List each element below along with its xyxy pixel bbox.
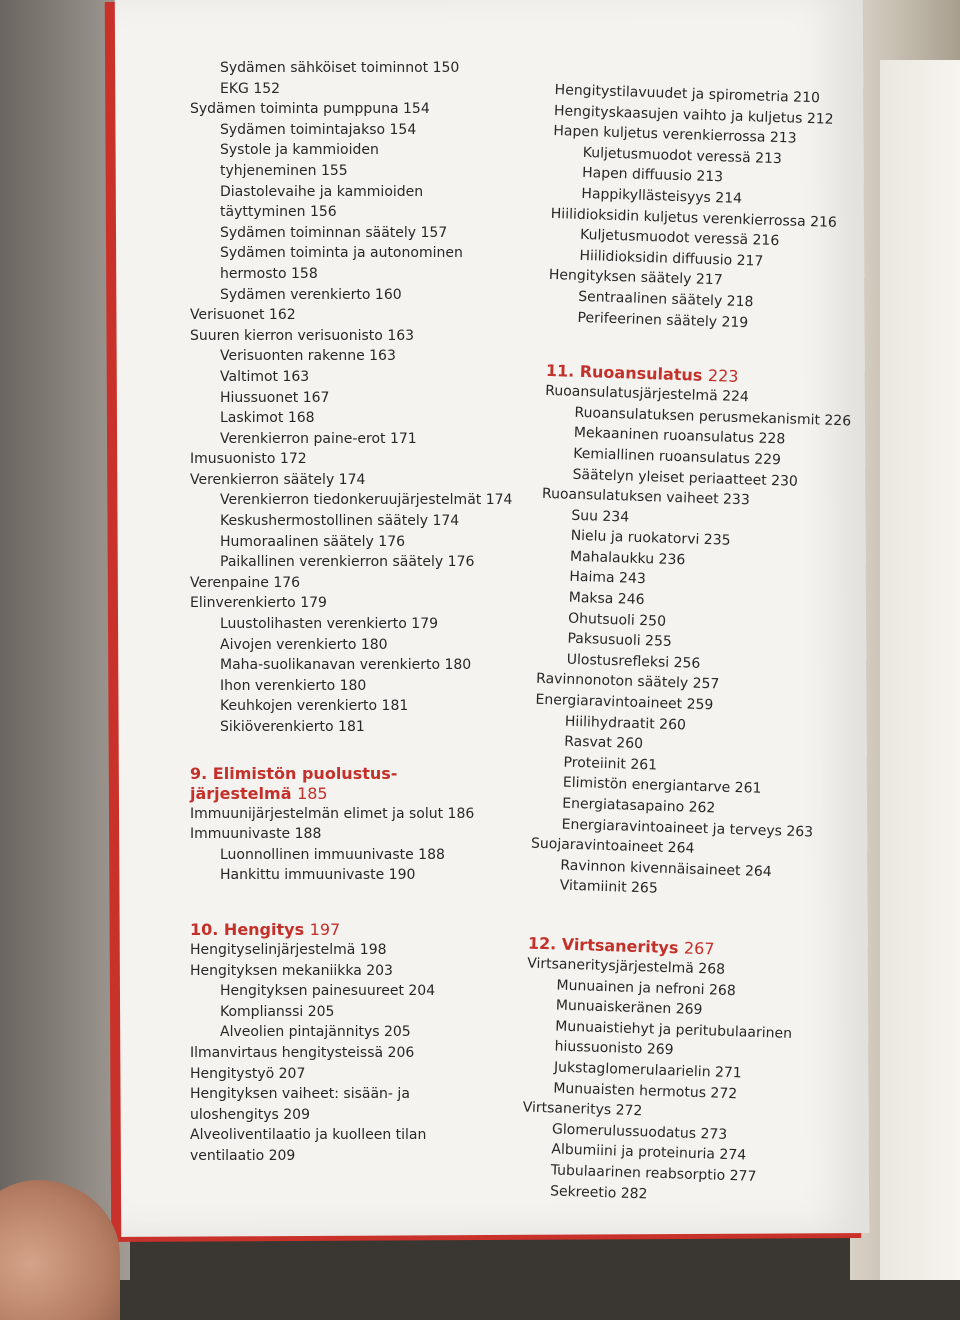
toc-entry: Immuunivaste 188: [190, 826, 322, 843]
toc-entry: Diastolevaihe ja kammioiden: [220, 183, 424, 200]
toc-entry: Hengityselinjärjestelmä 198: [190, 941, 387, 958]
chapter-title: Ruoansulatus: [579, 362, 703, 385]
toc-entry: Paikallinen verenkierron säätely 176: [220, 554, 475, 571]
toc-entry: Kuljetusmuodot veressä 216: [579, 227, 780, 250]
chapter-number: 9.: [190, 763, 208, 783]
toc-entry: täyttyminen 156: [220, 204, 337, 221]
toc-entry: Hiussuonet 167: [220, 389, 330, 406]
toc-entry: Suu 234: [571, 507, 630, 526]
chapter-10-heading: [190, 920, 530, 940]
toc-entry: Energiaravintoaineet 259: [535, 691, 714, 714]
toc-entry: Verenkierron säätely 174: [190, 471, 366, 488]
toc-entry: Verisuonet 162: [190, 307, 296, 324]
toc-entry: Haima 243: [569, 569, 646, 588]
toc-entry: Ohutsuoli 250: [567, 610, 667, 630]
toc-entry: Munuaisten hermotus 272: [553, 1079, 738, 1102]
toc-entry: Maksa 246: [568, 589, 645, 609]
chapter-9-heading: [190, 764, 530, 804]
toc-entry: Nielu ja ruokatorvi 235: [570, 528, 731, 550]
chapter-9-entries: [190, 804, 530, 886]
toc-entry: Keuhkojen verenkierto 181: [220, 698, 409, 715]
toc-entry: Energiaravintoaineet ja terveys 263: [561, 816, 814, 841]
toc-entry: Sydämen toimintajakso 154: [220, 121, 417, 138]
toc-left-column: [190, 58, 530, 1167]
toc-entry: Ulostusrefleksi 256: [566, 651, 701, 672]
toc-entry: Maha-suolikanavan verenkierto 180: [220, 657, 472, 674]
toc-entry: Vitamiinit 265: [559, 877, 658, 897]
toc-entry: Hankittu immuunivaste 190: [220, 867, 416, 884]
chapter-number: 11.: [545, 360, 575, 381]
toc-entry: Alveolien pintajännitys 205: [220, 1024, 411, 1041]
toc-entry: Hengityksen vaiheet: sisään- ja: [190, 1086, 410, 1103]
toc-entry: Hengityskaasujen vaihto ja kuljetus 212: [553, 102, 834, 128]
toc-entry: Energiatasapaino 262: [562, 795, 716, 817]
toc-entry: Hengitystyö 207: [190, 1065, 306, 1082]
toc-entry: Munuainen ja nefroni 268: [556, 977, 737, 999]
toc-entry: Hapen kuljetus verenkierrossa 213: [553, 123, 797, 147]
chapter-title: Virtsaneritys: [561, 934, 679, 958]
toc-entry: Virtsaneritys 272: [522, 1099, 643, 1120]
chapter-10-entries: [190, 940, 530, 1167]
chapter-page: 185: [297, 783, 328, 803]
toc-entry: Hiilidioksidin kuljetus verenkierrossa 216: [550, 205, 838, 231]
toc-entry: Mekaaninen ruoansulatus 228: [573, 425, 786, 448]
toc-entry: Elimistön energiantarve 261: [562, 775, 762, 798]
toc-entry: Verenkierron tiedonkeruujärjestelmät 174: [220, 492, 513, 509]
toc-entry: Aivojen verenkierto 180: [220, 636, 388, 653]
toc-entry: tyhjeneminen 155: [220, 162, 348, 179]
toc-entry: Kuljetusmuodot veressä 213: [582, 144, 783, 167]
toc-entry: hiussuonisto 269: [554, 1038, 674, 1059]
toc-entry: Sydämen toiminta ja autonominen: [220, 245, 463, 262]
toc-entry: Keskushermostollinen säätely 174: [220, 513, 460, 530]
chapter-title: Hengitys: [223, 919, 305, 939]
toc-entry: Sekreetio 282: [549, 1182, 648, 1202]
toc-entry: Mahalaukku 236: [569, 548, 686, 569]
toc-entry: Suuren kierron verisuonisto 163: [190, 327, 415, 344]
toc-entry: Sydämen toiminta pumppuna 154: [190, 101, 430, 118]
chapter-number: 12.: [527, 933, 557, 954]
toc-entry: Elinverenkierto 179: [190, 595, 327, 612]
toc-entry: Perifeerinen säätely 219: [577, 309, 749, 331]
toc-entry: Ravinnonoton säätely 257: [535, 671, 720, 693]
toc-entry: Laskimot 168: [220, 410, 315, 427]
toc-left-entries: [190, 58, 530, 738]
chapter-page: 267: [683, 938, 715, 959]
toc-entry: Luustolihasten verenkierto 179: [220, 616, 439, 633]
toc-entry: Tubulaarinen reabsorptio 277: [550, 1162, 757, 1185]
toc-entry: Kemiallinen ruoansulatus 229: [573, 445, 782, 469]
toc-entry: Jukstaglomerulaarielin 271: [553, 1059, 742, 1082]
toc-entry: Sydämen toiminnan säätely 157: [220, 224, 448, 241]
toc-entry: Valtimot 163: [220, 368, 310, 385]
toc-entry: Imusuonisto 172: [190, 451, 307, 468]
toc-entry: Alveoliventilaatio ja kuolleen tilan: [190, 1127, 427, 1144]
toc-entry: Hapen diffuusio 213: [581, 165, 724, 186]
chapter-page: 197: [309, 919, 341, 939]
toc-entry: Hiilihydraatit 260: [564, 713, 687, 734]
toc-entry: Luonnollinen immuunivaste 188: [220, 846, 445, 863]
toc-entry: uloshengitys 209: [190, 1106, 310, 1123]
toc-entry: Verenpaine 176: [190, 574, 301, 591]
toc-entry: Ruoansulatusjärjestelmä 224: [544, 382, 750, 406]
toc-entry: Säätelyn yleiset periaatteet 230: [572, 466, 799, 490]
toc-entry: Happikyllästeisyys 214: [581, 185, 743, 207]
toc-entry: Hengityksen mekaniikka 203: [190, 962, 393, 979]
toc-entry: Virtsaneritysjärjestelmä 268: [526, 955, 726, 978]
toc-entry: Sikiöverenkierto 181: [220, 719, 365, 735]
toc-entry: ventilaatio 209: [190, 1147, 296, 1164]
toc-right-entries: [547, 80, 845, 336]
toc-entry: Glomerulussuodatus 273: [551, 1121, 728, 1143]
toc-entry: Ruoansulatuksen vaiheet 233: [541, 485, 750, 509]
toc-entry: Sydämen verenkierto 160: [220, 286, 402, 303]
chapter-title-cont: järjestelmä: [190, 783, 292, 803]
toc-entry: Munuaiskeränen 269: [555, 997, 703, 1019]
toc-entry: Albumiini ja proteinuria 274: [551, 1141, 747, 1164]
toc-entry: Hengitystilavuudet ja spirometria 210: [554, 81, 821, 107]
toc-entry: Hengityksen säätely 217: [548, 267, 723, 289]
toc-entry: Sydämen sähköiset toiminnot 150: [220, 60, 460, 76]
toc-entry: Paksusuoli 255: [567, 630, 673, 651]
toc-entry: Ihon verenkierto 180: [220, 677, 367, 694]
toc-right-column: [520, 80, 852, 1210]
chapter-11-entries: [529, 381, 852, 905]
toc-entry: Verisuonten rakenne 163: [220, 348, 396, 365]
chapter-number: 10.: [190, 919, 219, 939]
toc-entry: Munuaistiehyt ja peritubulaarinen: [555, 1018, 793, 1042]
toc-entry: Ruoansulatuksen perusmekanismit 226: [574, 404, 852, 430]
toc-entry: Rasvat 260: [563, 733, 644, 753]
toc-entry: Komplianssi 205: [220, 1003, 335, 1020]
toc-entry: Ravinnon kivennäisaineet 264: [560, 857, 772, 880]
toc-entry: EKG 152: [220, 80, 281, 97]
toc-entry: Verenkierron paine-erot 171: [220, 430, 417, 447]
toc-entry: Suojaravintoaineet 264: [530, 835, 695, 857]
toc-entry: Hiilidioksidin diffuusio 217: [579, 247, 764, 270]
chapter-page: 223: [707, 366, 739, 387]
chapter-title: Elimistön puolustus-: [212, 763, 398, 783]
toc-entry: Ilmanvirtaus hengitysteissä 206: [190, 1044, 415, 1061]
toc-entry: Proteiinit 261: [563, 754, 658, 774]
adjacent-page: [880, 60, 960, 1280]
toc-entry: Systole ja kammioiden: [220, 142, 379, 159]
chapter-12-entries: [520, 954, 818, 1210]
toc-entry: Humoraalinen säätely 176: [220, 533, 406, 550]
toc-entry: hermosto 158: [220, 265, 318, 282]
toc-entry: Hengityksen painesuureet 204: [220, 983, 436, 1000]
toc-entry: Immuunijärjestelmän elimet ja solut 186: [190, 805, 475, 822]
toc-entry: Sentraalinen säätely 218: [577, 288, 754, 311]
